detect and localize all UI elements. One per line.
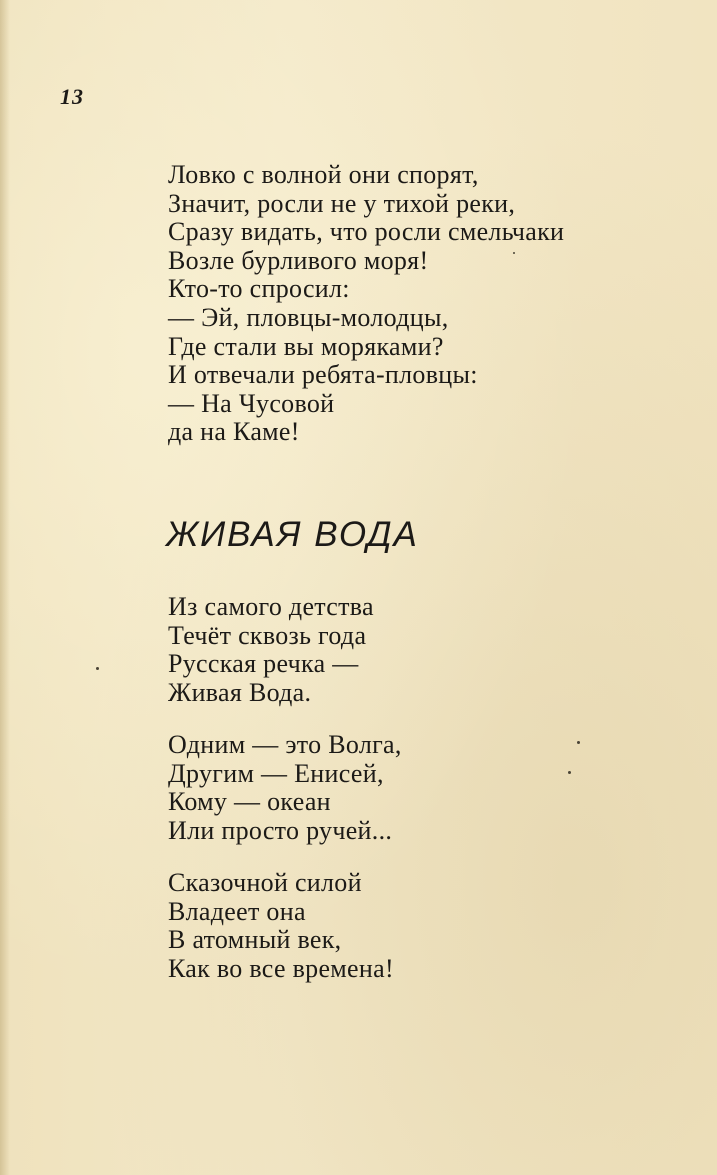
stanza-2 <box>168 731 402 845</box>
print-speck <box>568 771 571 774</box>
verse-line: Сказочной силой <box>168 868 362 897</box>
verse-line: — Эй, пловцы-молодцы, <box>168 302 449 332</box>
stanza-3 <box>168 869 394 983</box>
verse-line: И отвечали ребята-пловцы: <box>168 360 478 390</box>
verse-line: да на Каме! <box>168 417 300 447</box>
verse-line: В атомный век, <box>168 925 342 955</box>
print-speck <box>513 252 515 254</box>
verse-line: Сразу видать, что росли смельчаки <box>168 217 565 247</box>
verse-line: Одним — это Волга, <box>168 730 402 759</box>
verse-line: Значит, росли не у тихой реки, <box>168 188 516 218</box>
verse-line: Как во все времена! <box>168 953 394 983</box>
verse-line: Другим — Енисей, <box>168 758 384 788</box>
verse-line: Кому — океан <box>168 787 331 817</box>
previous-poem-ending <box>168 161 564 447</box>
page-edge-shadow <box>0 0 10 1175</box>
poem-title: ЖИВАЯ ВОДА <box>166 515 419 554</box>
verse-line: Ловко с волной они спорят, <box>168 160 479 189</box>
verse-line: Где стали вы моряками? <box>168 331 444 361</box>
page-number: 13 <box>60 84 84 109</box>
verse-line: Течёт сквозь года <box>168 620 367 650</box>
verse-line: Русская речка — <box>168 649 359 679</box>
print-speck <box>96 667 99 670</box>
stanza-1 <box>168 593 374 707</box>
verse-line: Или просто ручей... <box>168 815 393 845</box>
verse-line: — На Чусовой <box>168 388 335 418</box>
verse-line: Владеет она <box>168 896 306 926</box>
verse-line: Кто-то спросил: <box>168 274 350 304</box>
verse-line: Возле бурливого моря! <box>168 245 429 275</box>
print-speck <box>577 741 580 744</box>
verse-line: Живая Вода. <box>168 677 312 707</box>
verse-line: Из самого детства <box>168 592 374 621</box>
